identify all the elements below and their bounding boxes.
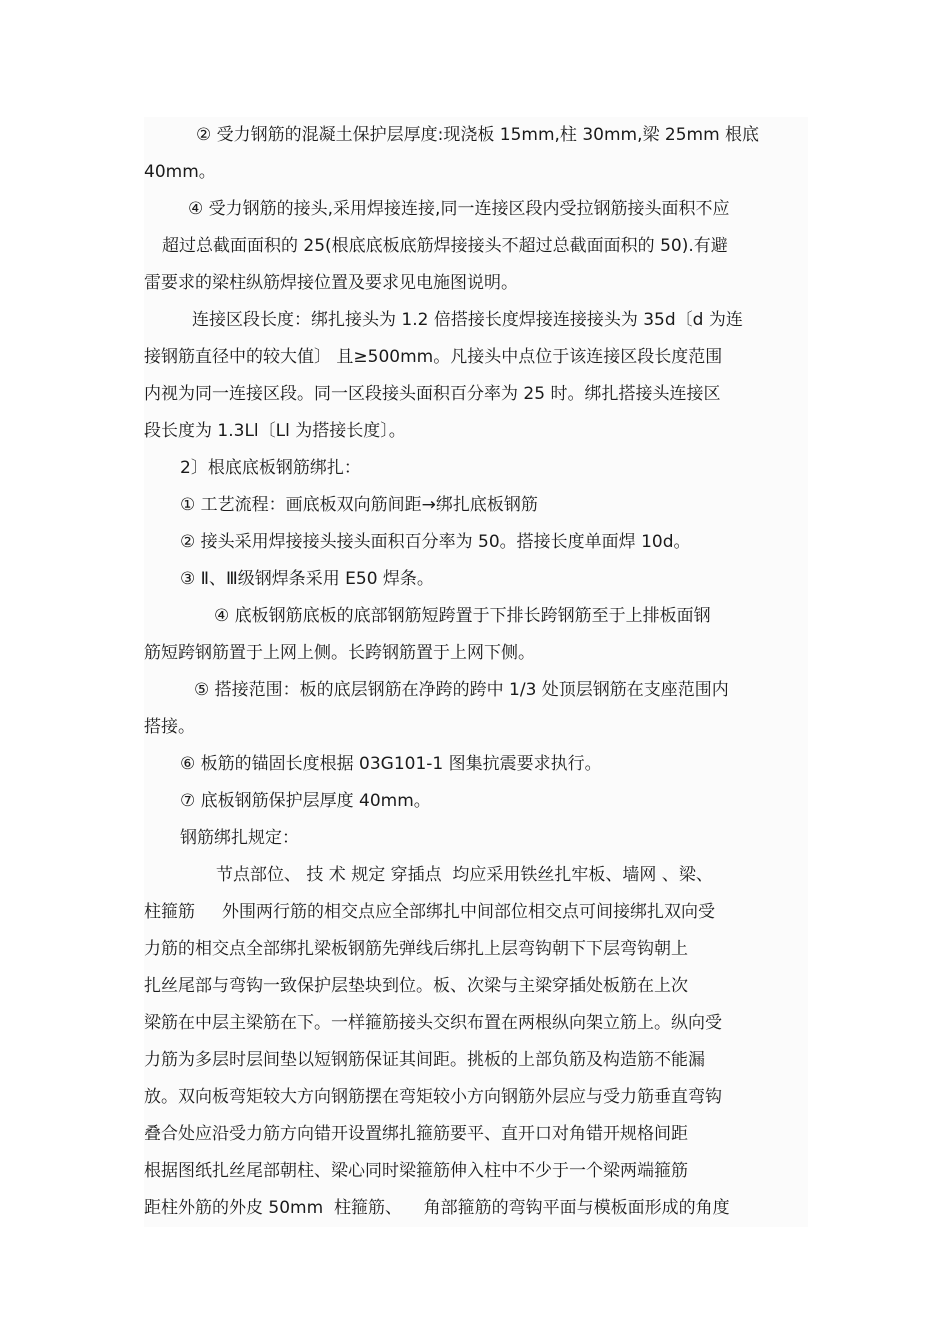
text-line: 力筋的相交点全部绑扎梁板钢筋先弹线后绑扎上层弯钩朝下下层弯钩朝上 — [144, 939, 688, 959]
text-line: 钢筋绑扎规定： — [180, 828, 299, 848]
text-line: ② 接头采用焊接接头接头面积百分率为 50。搭接长度单面焊 10d。 — [180, 532, 691, 552]
text-line: 40mm。 — [144, 162, 216, 182]
text-line: 梁筋在中层主梁筋在下。一样箍筋接头交织布置在两根纵向架立筋上。纵向受 — [144, 1013, 722, 1033]
text-line: 叠合处应沿受力筋方向错开设置绑扎箍筋要平、直开口对角错开规格间距 — [144, 1124, 688, 1144]
text-line: 2〕根底底板钢筋绑扎： — [180, 458, 361, 478]
text-line: ④ 底板钢筋底板的底部钢筋短跨置于下排长跨钢筋至于上排板面钢 — [214, 606, 711, 626]
text-line: 超过总截面面积的 25(根底底板底筋焊接接头不超过总截面面积的 50).有避 — [162, 236, 728, 256]
text-line: 放。双向板弯矩较大方向钢筋摆在弯矩较小方向钢筋外层应与受力筋垂直弯钩 — [144, 1087, 722, 1107]
text-line: ⑤ 搭接范围：板的底层钢筋在净跨的跨中 1/3 处顶层钢筋在支座范围内 — [194, 680, 729, 700]
text-line: 距柱外筋的外皮 50mm 柱箍筋、 角部箍筋的弯钩平面与模板面形成的角度 — [144, 1198, 730, 1218]
text-line: 内视为同一连接区段。同一区段接头面积百分率为 25 时。绑扎搭接头连接区 — [144, 384, 721, 404]
document-body — [144, 117, 808, 1227]
text-line: 力筋为多层时层间垫以短钢筋保证其间距。挑板的上部负筋及构造筋不能漏 — [144, 1050, 705, 1070]
text-line: ⑥ 板筋的锚固长度根据 03G101-1 图集抗震要求执行。 — [180, 754, 602, 774]
text-line: 根据图纸扎丝尾部朝柱、梁心同时梁箍筋伸入柱中不少于一个梁两端箍筋 — [144, 1161, 688, 1181]
text-line: 柱箍筋 外围两行筋的相交点应全部绑扎中间部位相交点可间接绑扎双向受 — [144, 902, 716, 922]
text-line: 节点部位、 技 术 规定 穿插点 均应采用铁丝扎牢板、墙网 、梁、 — [216, 865, 713, 885]
text-line: 扎丝尾部与弯钩一致保护层垫块到位。板、次梁与主梁穿插处板筋在上次 — [144, 976, 688, 996]
text-line: 接钢筋直径中的较大值〕 且≥500mm。凡接头中点位于该连接区段长度范围 — [144, 347, 723, 367]
text-line: 筋短跨钢筋置于上网上侧。长跨钢筋置于上网下侧。 — [144, 643, 535, 663]
text-line: ⑦ 底板钢筋保护层厚度 40mm。 — [180, 791, 431, 811]
text-line: 段长度为 1.3Ll〔Ll 为搭接长度〕。 — [144, 421, 406, 441]
text-line: 连接区段长度：绑扎接头为 1.2 倍搭接长度焊接连接接头为 35d〔d 为连 — [192, 310, 743, 330]
text-line: 雷要求的梁柱纵筋焊接位置及要求见电施图说明。 — [144, 273, 518, 293]
text-line: ② 受力钢筋的混凝土保护层厚度:现浇板 15mm,柱 30mm,梁 25mm 根底 — [196, 125, 760, 145]
text-line: ④ 受力钢筋的接头,采用焊接连接,同一连接区段内受拉钢筋接头面积不应 — [188, 199, 730, 219]
text-line: 搭接。 — [144, 717, 195, 737]
text-line: ③ Ⅱ、Ⅲ级钢焊条采用 E50 焊条。 — [180, 569, 434, 589]
text-line: ① 工艺流程：画底板双向筋间距→绑扎底板钢筋 — [180, 495, 538, 515]
